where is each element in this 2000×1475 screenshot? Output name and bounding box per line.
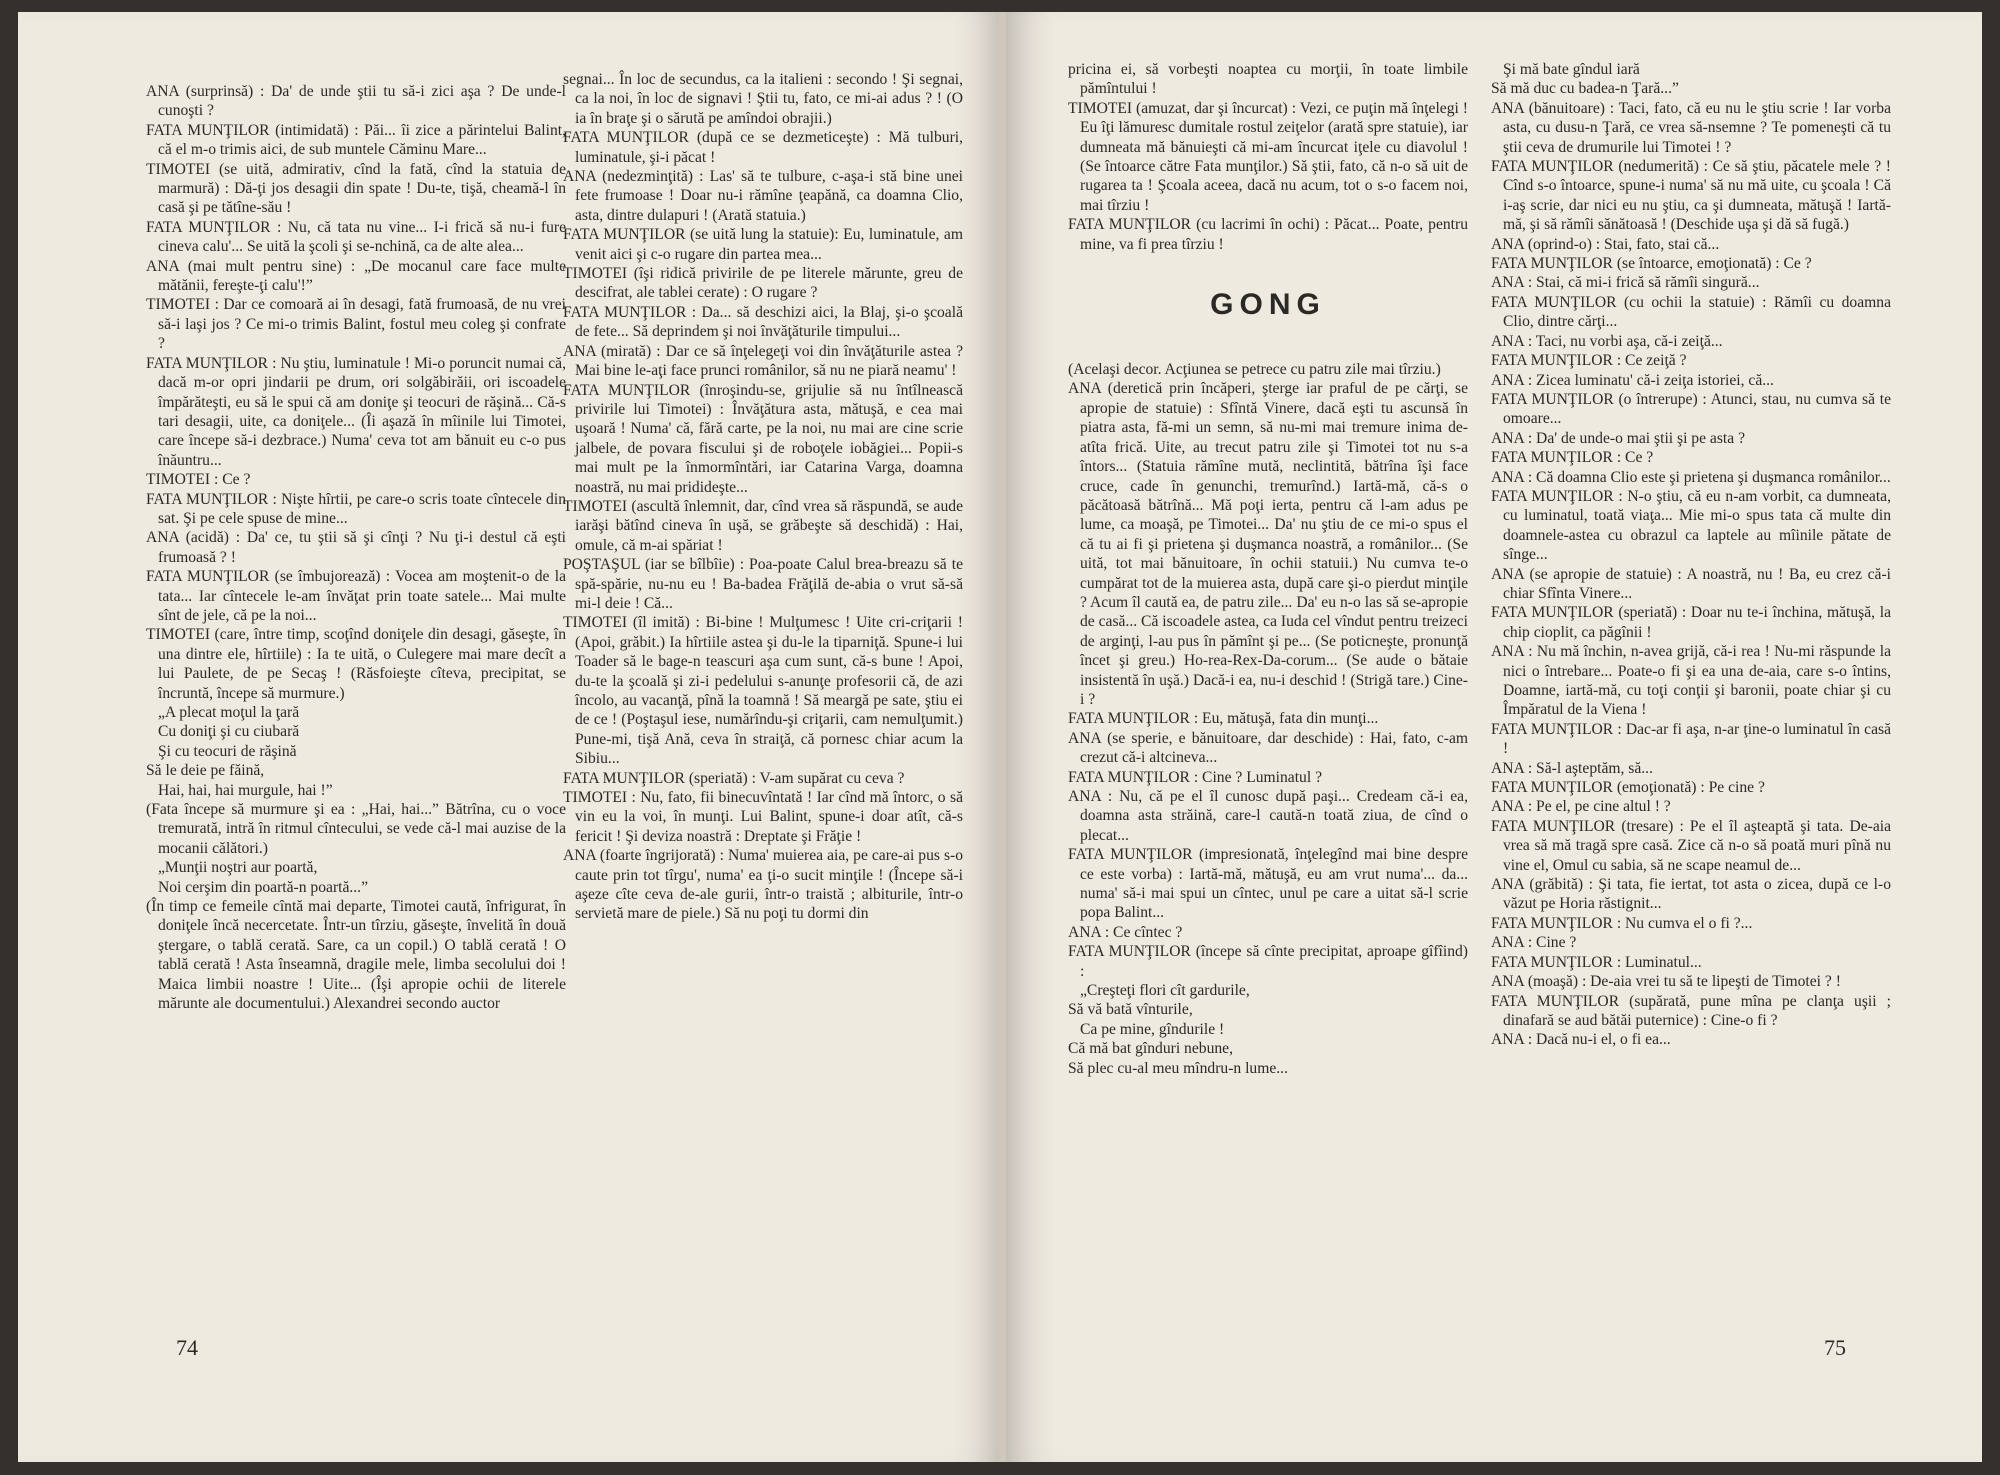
text-paragraph: TIMOTEI (îl imită) : Bi-bine ! Mulţumesc ! Uite cri-criţarii ! (Apoi, grăbit.) Ia hîrtiile astea şi du-le la tiparniţă. Spune-i lui Toader să le bage-n teascuri aşa cum sunt, că-s bune ! Apoi, du-te la şcoală şi zi-i pedelului s-anunţe profesorii că, de azi încolo, au vacanţă, pînă la toamnă ! Să meargă pe sate, ştiu ei de ce ! (Poştaşul iese, numărîndu-şi criţarii, cam nemulţumit.) Pune-mi, tişă Ană, ceva în straiţă, că pornesc chiar acum la Sibiu... xyxy=(563,614,963,768)
text-paragraph: FATA MUNŢILOR (se îmbujorează) : Vocea am moştenit-o de la tata... Iar cîntecele le-am învăţat prin toate satele... Mai multe sînt de jele, că pe la noi... xyxy=(146,568,566,624)
text-paragraph: ANA : Nu mă închin, n-avea grijă, că-i rea ! Nu-mi răspunde la nici o întrebare... Poate-o fi şi ea una de-aia, care s-o întins, Doamne, iartă-mă, cu toţi conţii şi baronii, poate chiar şi cu Împăratul de la Viena ! xyxy=(1491,643,1891,719)
text-paragraph: ANA : Nu, că pe el îl cunosc după paşi... Credeam că-i ea, doamna asta străină, care-l caută-n toată ziua, de cînd o plecat... xyxy=(1068,788,1468,844)
text-paragraph: FATA MUNŢILOR : Luminatul... xyxy=(1491,953,1702,971)
right-page-column-2 xyxy=(1491,12,1891,1462)
page-number-left: 74 xyxy=(176,1335,198,1360)
text-paragraph: FATA MUNŢILOR (emoţionată) : Pe cine ? xyxy=(1491,779,1765,797)
text-paragraph: ANA : Cine ? xyxy=(1491,934,1577,952)
text-paragraph: ANA : Taci, nu vorbi aşa, că-i zeiţă... xyxy=(1491,332,1723,350)
text-paragraph: Noi cerşim din poartă-n poartă...” xyxy=(158,878,369,896)
text-paragraph: TIMOTEI : Dar ce comoară ai în desagi, fată frumoasă, de nu vrei să-i laşi jos ? Ce mi-o trimis Balint, fostul meu coleg şi confrate ? xyxy=(146,296,566,353)
scene-heading: GONG xyxy=(1210,288,1326,322)
text-paragraph: ANA (foarte îngrijorată) : Numa' muierea aia, pe care-ai pus s-o caute prin tot tîrgu', numa' ea ţi-o sucit minţile ! (Începe să-i aşeze cîte ceva de-ale gurii, într-o traistă ; albiturile, într-o servietă mare de piele.) Să nu poţi tu dormi din xyxy=(563,847,963,923)
text-paragraph: TIMOTEI (se uită, admirativ, cînd la fată, cînd la statuia de marmură) : Dă-ţi jos desagii din spate ! Du-te, tişă, cheamă-l în casă şi pe tătîne-său ! xyxy=(146,160,566,217)
text-paragraph: Că mă bat gînduri nebune, xyxy=(1068,1040,1233,1058)
page-number-right: 75 xyxy=(1824,1335,1846,1360)
text-paragraph: pricina ei, să vorbeşti noaptea cu morţii, în toate limbile pămîntului ! xyxy=(1068,61,1468,98)
text-paragraph: FATA MUNŢILOR (o întrerupe) : Atunci, stau, nu cumva să te omoare... xyxy=(1491,390,1891,428)
text-paragraph: FATA MUNŢILOR : N-o ştiu, că eu n-am vorbit, ca dumneata, cu luminatul, toată viaţa... Mie mi-o spus tata că multe din doamnele-astea cu obrazul ca laptele au mîinile pătate de sînge... xyxy=(1491,487,1891,564)
text-paragraph: Şi mă bate gîndul iară xyxy=(1503,61,1640,78)
text-paragraph: „Creşteţi flori cît gardurile, xyxy=(1080,982,1250,1000)
right-column-1-top-text xyxy=(1068,60,1468,254)
text-paragraph: FATA MUNŢILOR : Eu, mătuşă, fata din munţi... xyxy=(1068,710,1379,728)
text-paragraph: FATA MUNŢILOR (nedumerită) : Ce să ştiu, păcatele mele ? ! Cînd s-o întoarce, spune-i numa' să nu mă uite, cu şcoala ! Că i-aş scrie, dar nici eu nu ştiu, ca şi dumneata, mătuşă ! Iartă-mă, şi să rămîi sănătoasă ! (Deschide uşa şi dă să fugă.) xyxy=(1491,158,1891,234)
text-paragraph: POŞTAŞUL (iar se bîlbîie) : Poa-poate Calul brea-breazu să te spă-spărie, nu-nu eu ! Ba-badea Frăţilă de-abia o vrut să-să mi-l deie ! Că... xyxy=(563,556,963,612)
text-paragraph: TIMOTEI (amuzat, dar şi încurcat) : Vezi, ce puţin mă înţelegi ! Eu îţi lămuresc dumitale rostul zeiţelor (arată spre statuie), iar dumneata mă bănuieşti că mi-am încurcat iţele cu diavolul ! (Se întoarce către Fata munţilor.) Să ştii, fato, că n-o să uit de rugarea ta ! Şcoala aceea, dacă nu acum, tot o s-o facem noi, mai tîrziu ! xyxy=(1068,99,1468,214)
text-paragraph: Ca pe mine, gîndurile ! xyxy=(1080,1020,1225,1038)
left-page xyxy=(18,12,1002,1462)
text-paragraph: FATA MUNŢILOR : Dac-ar fi aşa, n-ar ţine-o luminatul în casă ! xyxy=(1491,720,1891,758)
text-paragraph: FATA MUNŢILOR : Cine ? Luminatul ? xyxy=(1068,768,1322,786)
right-page xyxy=(1006,12,1982,1462)
text-paragraph: „Munţii noştri aur poartă, xyxy=(158,859,318,877)
text-paragraph: FATA MUNŢILOR (speriată) : V-am supărat cu ceva ? xyxy=(563,769,905,787)
text-paragraph: (Fata începe să murmure şi ea : „Hai, hai...” Bătrîna, cu o voce tremurată, intră în ritmul cîntecului, se vede că-l mai auzise de la mocanii călători.) xyxy=(146,801,566,857)
text-paragraph: ANA (moaşă) : De-aia vrei tu să te lipeşti de Timotei ? ! xyxy=(1491,973,1841,991)
text-paragraph: FATA MUNŢILOR : Nu, că tata nu vine... I-i frică să nu-i fure cineva calu'... Se uită la şcoli şi se-nchină, ca de alte alea... xyxy=(146,218,566,256)
text-paragraph: FATA MUNŢILOR (înroşindu-se, grijulie să nu întîlnească privirile lui Timotei) : Învăţătura asta, mătuşă, e cea mai uşoară ! Numa' că, fără carte, pe la noi, nu mai are cine scrie jalbele, de povara fiscului şi de roboţele iobăgiei... Popii-s mai mult pe la înmormîntări, iar Catarina Varga, doamna noastră, nu mai pridideşte... xyxy=(563,381,963,496)
text-paragraph: (În timp ce femeile cîntă mai departe, Timotei caută, înfrigurat, în doniţele încă necercetate. Într-un tîrziu, găseşte, învelită în două ştergare, o tablă cerată. Sare, ca un copil.) O tablă cerată ! O tablă cerată ! Asta înseamnă, dragile mele, limba secolului doi ! Maica limbii noastre ! Uite... (Îşi apropie ochii de literele mărunte ale documentului.) Alexandrei secondo auctor xyxy=(146,898,566,1013)
text-paragraph: Cu doniţi şi cu ciubară xyxy=(158,723,300,741)
text-paragraph: ANA : Că doamna Clio este şi prietena şi duşmanca românilor... xyxy=(1491,468,1891,486)
text-paragraph: ANA : Zicea luminatu' că-i zeiţa istoriei, că... xyxy=(1491,371,1774,389)
right-page-column-1 xyxy=(1068,12,1468,1462)
text-paragraph: segnai... În loc de secundus, ca la italieni : secondo ! Şi segnai, ca la noi, în loc de signavi ! Ştii tu, fato, ce mi-ai adus ? ! (O ia în braţe şi o sărută pe amîndoi obrajii.) xyxy=(563,71,963,127)
text-paragraph: FATA MUNŢILOR (se întoarce, emoţionată) : Ce ? xyxy=(1491,255,1812,273)
text-paragraph: FATA MUNŢILOR : Ce ? xyxy=(1491,449,1654,467)
text-paragraph: Să plec cu-al meu mîndru-n lume... xyxy=(1068,1059,1288,1077)
text-paragraph: TIMOTEI : Ce ? xyxy=(146,471,251,489)
text-paragraph: FATA MUNŢILOR (intimidată) : Păi... îi zice a părintelui Balint, că el m-o trimis aici, de sub muntele Căminu Mare... xyxy=(146,121,566,159)
text-paragraph: ANA (se sperie, e bănuitoare, dar deschide) : Hai, fato, c-am crezut că-i altcineva... xyxy=(1068,729,1468,767)
text-paragraph: FATA MUNŢILOR (impresionată, înţelegînd mai bine despre ce este vorba) : Iartă-mă, mătuşă, eu am vrut numa'... da... numa' să-i mai spui un cîntec, unul pe care a uitat să-l scrie popa Balint... xyxy=(1068,846,1468,922)
text-paragraph: Să mă duc cu badea-n Ţară...” xyxy=(1491,80,1679,98)
text-paragraph: (Acelaşi decor. Acţiunea se petrece cu patru zile mai tîrziu.) xyxy=(1068,361,1441,379)
text-paragraph: FATA MUNŢILOR : Nişte hîrtii, pe care-o scris toate cîntecele din sat. Şi pe cele spuse de mine... xyxy=(146,490,566,527)
text-paragraph: „A plecat moţul la ţară xyxy=(158,704,300,721)
text-paragraph: TIMOTEI (care, între timp, scoţînd doniţele din desagi, găseşte, în una dintre ele, hîrtiile) : Ia te uită, o Culegere mai mare decît a lui Paulete, de pe Secaş ! (Răsfoieşte cîteva, precipitat, se încruntă, începe să murmure.) xyxy=(146,626,566,702)
text-paragraph: TIMOTEI : Nu, fato, fii binecuvîntată ! Iar cînd mă întorc, o să vin eu la voi, în munţi. Lui Balint, spune-i doar atît, că-s fericit ! Şi deviza noastră : Dreptate şi Frăţie ! xyxy=(563,789,963,845)
text-paragraph: FATA MUNŢILOR (cu ochii la statuie) : Rămîi cu doamna Clio, dintre cărţi... xyxy=(1491,293,1891,331)
text-paragraph: ANA : Dacă nu-i el, o fi ea... xyxy=(1491,1031,1671,1049)
text-paragraph: ANA : Da' de unde-o mai ştii şi pe asta ? xyxy=(1491,429,1745,447)
text-paragraph: ANA : Pe el, pe cine altul ! ? xyxy=(1491,798,1671,816)
text-paragraph: ANA (se apropie de statuie) : A noastră, nu ! Ba, eu crez că-i chiar Sfînta Vinere... xyxy=(1491,565,1891,602)
text-paragraph: Să vă bată vînturile, xyxy=(1068,1001,1193,1019)
text-paragraph: FATA MUNŢILOR (cu lacrimi în ochi) : Păcat... Poate, pentru mine, va fi prea tîrziu ! xyxy=(1068,216,1468,253)
text-paragraph: FATA MUNŢILOR : Da... să deschizi aici, la Blaj, şi-o şcoală de fete... Să deprindem şi noi învăţăturile timpului... xyxy=(563,303,963,341)
text-paragraph: ANA (surprinsă) : Da' de unde ştii tu să-i zici aşa ? De unde-l cunoşti ? xyxy=(146,83,566,120)
left-page-column-1 xyxy=(146,12,566,1462)
left-page-column-2 xyxy=(563,12,963,1462)
text-paragraph: ANA : Stai, că mi-i frică să rămîi singură... xyxy=(1491,274,1760,292)
text-paragraph: Şi cu teocuri de răşină xyxy=(158,742,297,760)
text-paragraph: FATA MUNŢILOR : Nu ştiu, luminatule ! Mi-o poruncit numai că, dacă m-or opri jindarii pe drum, ori solgăbirăii, ori iscoadele împărăteşti, eu să le spui că am doniţe şi teocuri de răşină... Că-s tari desagii, uite, ca doniţele... (Îi aşază în mîinile lui Timotei, care începe să-i dezbrace.) Numa' ceva tot am bănuit eu c-o pus înăuntru... xyxy=(146,354,566,469)
text-paragraph: ANA (acidă) : Da' ce, tu ştii să şi cînţi ? Nu ţi-i destul că eşti frumoasă ? ! xyxy=(146,529,566,566)
text-paragraph: FATA MUNŢILOR : Nu cumva el o fi ?... xyxy=(1491,914,1753,932)
text-paragraph: Să le deie pe făină, xyxy=(146,762,265,780)
text-paragraph: ANA (bănuitoare) : Taci, fato, că eu nu le ştiu scrie ! Iar vorba asta, cu dusu-n Ţară, ce vrea să-nsemne ? Te pomeneşti că tu ştii ceva de drumurile lui Timotei ! ? xyxy=(1491,99,1891,156)
text-paragraph: FATA MUNŢILOR (tresare) : Pe el îl aşteaptă şi tata. De-aia vrea să mă tragă spre casă. Zice că n-o să poată muri pînă nu vine el, Omul cu sabia, să ne scape neamul de... xyxy=(1491,817,1891,874)
text-paragraph: FATA MUNŢILOR (speriată) : Doar nu te-i închina, mătuşă, la chip cioplit, ca păgînii ! xyxy=(1491,604,1891,641)
text-paragraph: ANA : Ce cîntec ? xyxy=(1068,923,1183,941)
text-paragraph: FATA MUNŢILOR (după ce se dezmeticeşte) : Mă tulburi, luminatule, şi-i păcat ! xyxy=(563,129,963,166)
text-paragraph: FATA MUNŢILOR (începe să cînte precipitat, aproape gîfîind) : xyxy=(1068,943,1468,980)
text-paragraph: FATA MUNŢILOR (supărată, pune mîna pe clanţa uşii ; dinafară se aud bătăi puternice) : Cine-o fi ? xyxy=(1491,992,1891,1029)
text-paragraph: ANA (oprind-o) : Stai, fato, stai că... xyxy=(1491,235,1720,253)
text-paragraph: FATA MUNŢILOR (se uită lung la statuie): Eu, luminatule, am venit aici şi c-o rugare din partea mea... xyxy=(563,226,963,263)
text-paragraph: TIMOTEI (ascultă înlemnit, dar, cînd vrea să răspundă, se aude iarăşi bătînd cineva în uşă, se grăbeşte să deschidă) : Hai, omule, că m-ai spăriat ! xyxy=(563,497,963,554)
text-paragraph: FATA MUNŢILOR : Ce zeiţă ? xyxy=(1491,352,1687,370)
text-paragraph: ANA (deretică prin încăperi, şterge iar praful de pe cărţi, se apropie de statuie) : Sfîntă Vinere, dacă eşti tu ascunsă în piatra asta, fă-mi un semn, să nu-mi mai tremure inima de-atîta frică. Uite, au trecut patru zile şi Timotei tot nu s-a întors... (Statuia rămîne mută, neclintită, bătrîna îşi face cruce, cade în genunchi, tremurînd.) Iartă-mă, că-s o păcătoasă bătrînă... Mă poţi ierta, pentru că l-am adus pe lume, ca moaşă, pe Timotei... Da' nu ştiu de ce mi-o spus el că tu ai fi şi prietena şi duşmanca noastră, a românilor... (Se uită, tot mai bănuitoare, în ochii statuii.) Nu cumva te-o cumpărat tot de la muierea asta, după care şi-o pierdut minţile ? Acum îl caută ea, de patru zile... Da' eu n-o las să se-apropie de casă... Că iscoadele astea, ca Iuda cel vîndut pentru treizeci de arginţi, l-au pus în pămînt şi pe... (Se poticneşte, pronunţă încet şi greu.) Ho-rea-Rex-Da-corum... (Se aude o bătaie insistentă în uşă.) Dacă-i ea, nu-i deschid ! (Strigă tare.) Cine-i ? xyxy=(1068,380,1468,708)
text-paragraph: ANA (mirată) : Dar ce să înţelegeţi voi din învăţăturile astea ? Mai bine le-aţi face prunci românilor, să nu ne piară neamu' ! xyxy=(563,342,963,380)
text-paragraph: Hai, hai, hai murgule, hai !” xyxy=(158,781,333,799)
right-column-1-bottom-text xyxy=(1068,360,1468,1078)
text-paragraph: ANA (mai mult pentru sine) : „De mocanul care face multe mătănii, fereşte-ţi calu'!” xyxy=(146,257,566,295)
text-paragraph: ANA : Să-l aşteptăm, să... xyxy=(1491,759,1653,777)
text-paragraph: ANA (grăbită) : Şi tata, fie iertat, tot asta o zicea, după ce l-o văzut pe Horia răstignit... xyxy=(1491,876,1891,913)
text-paragraph: TIMOTEI (îşi ridică privirile de pe literele mărunte, greu de descifrat, ale tablei cerate) : O rugare ? xyxy=(563,265,963,302)
text-paragraph: ANA (nedezminţită) : Las' să te tulbure, c-aşa-i stă bine unei fete frumoase ! Doar nu-i rămîne ţeapănă, ca doamna Clio, asta, dintre dulapuri ! (Arată statuia.) xyxy=(563,168,963,224)
